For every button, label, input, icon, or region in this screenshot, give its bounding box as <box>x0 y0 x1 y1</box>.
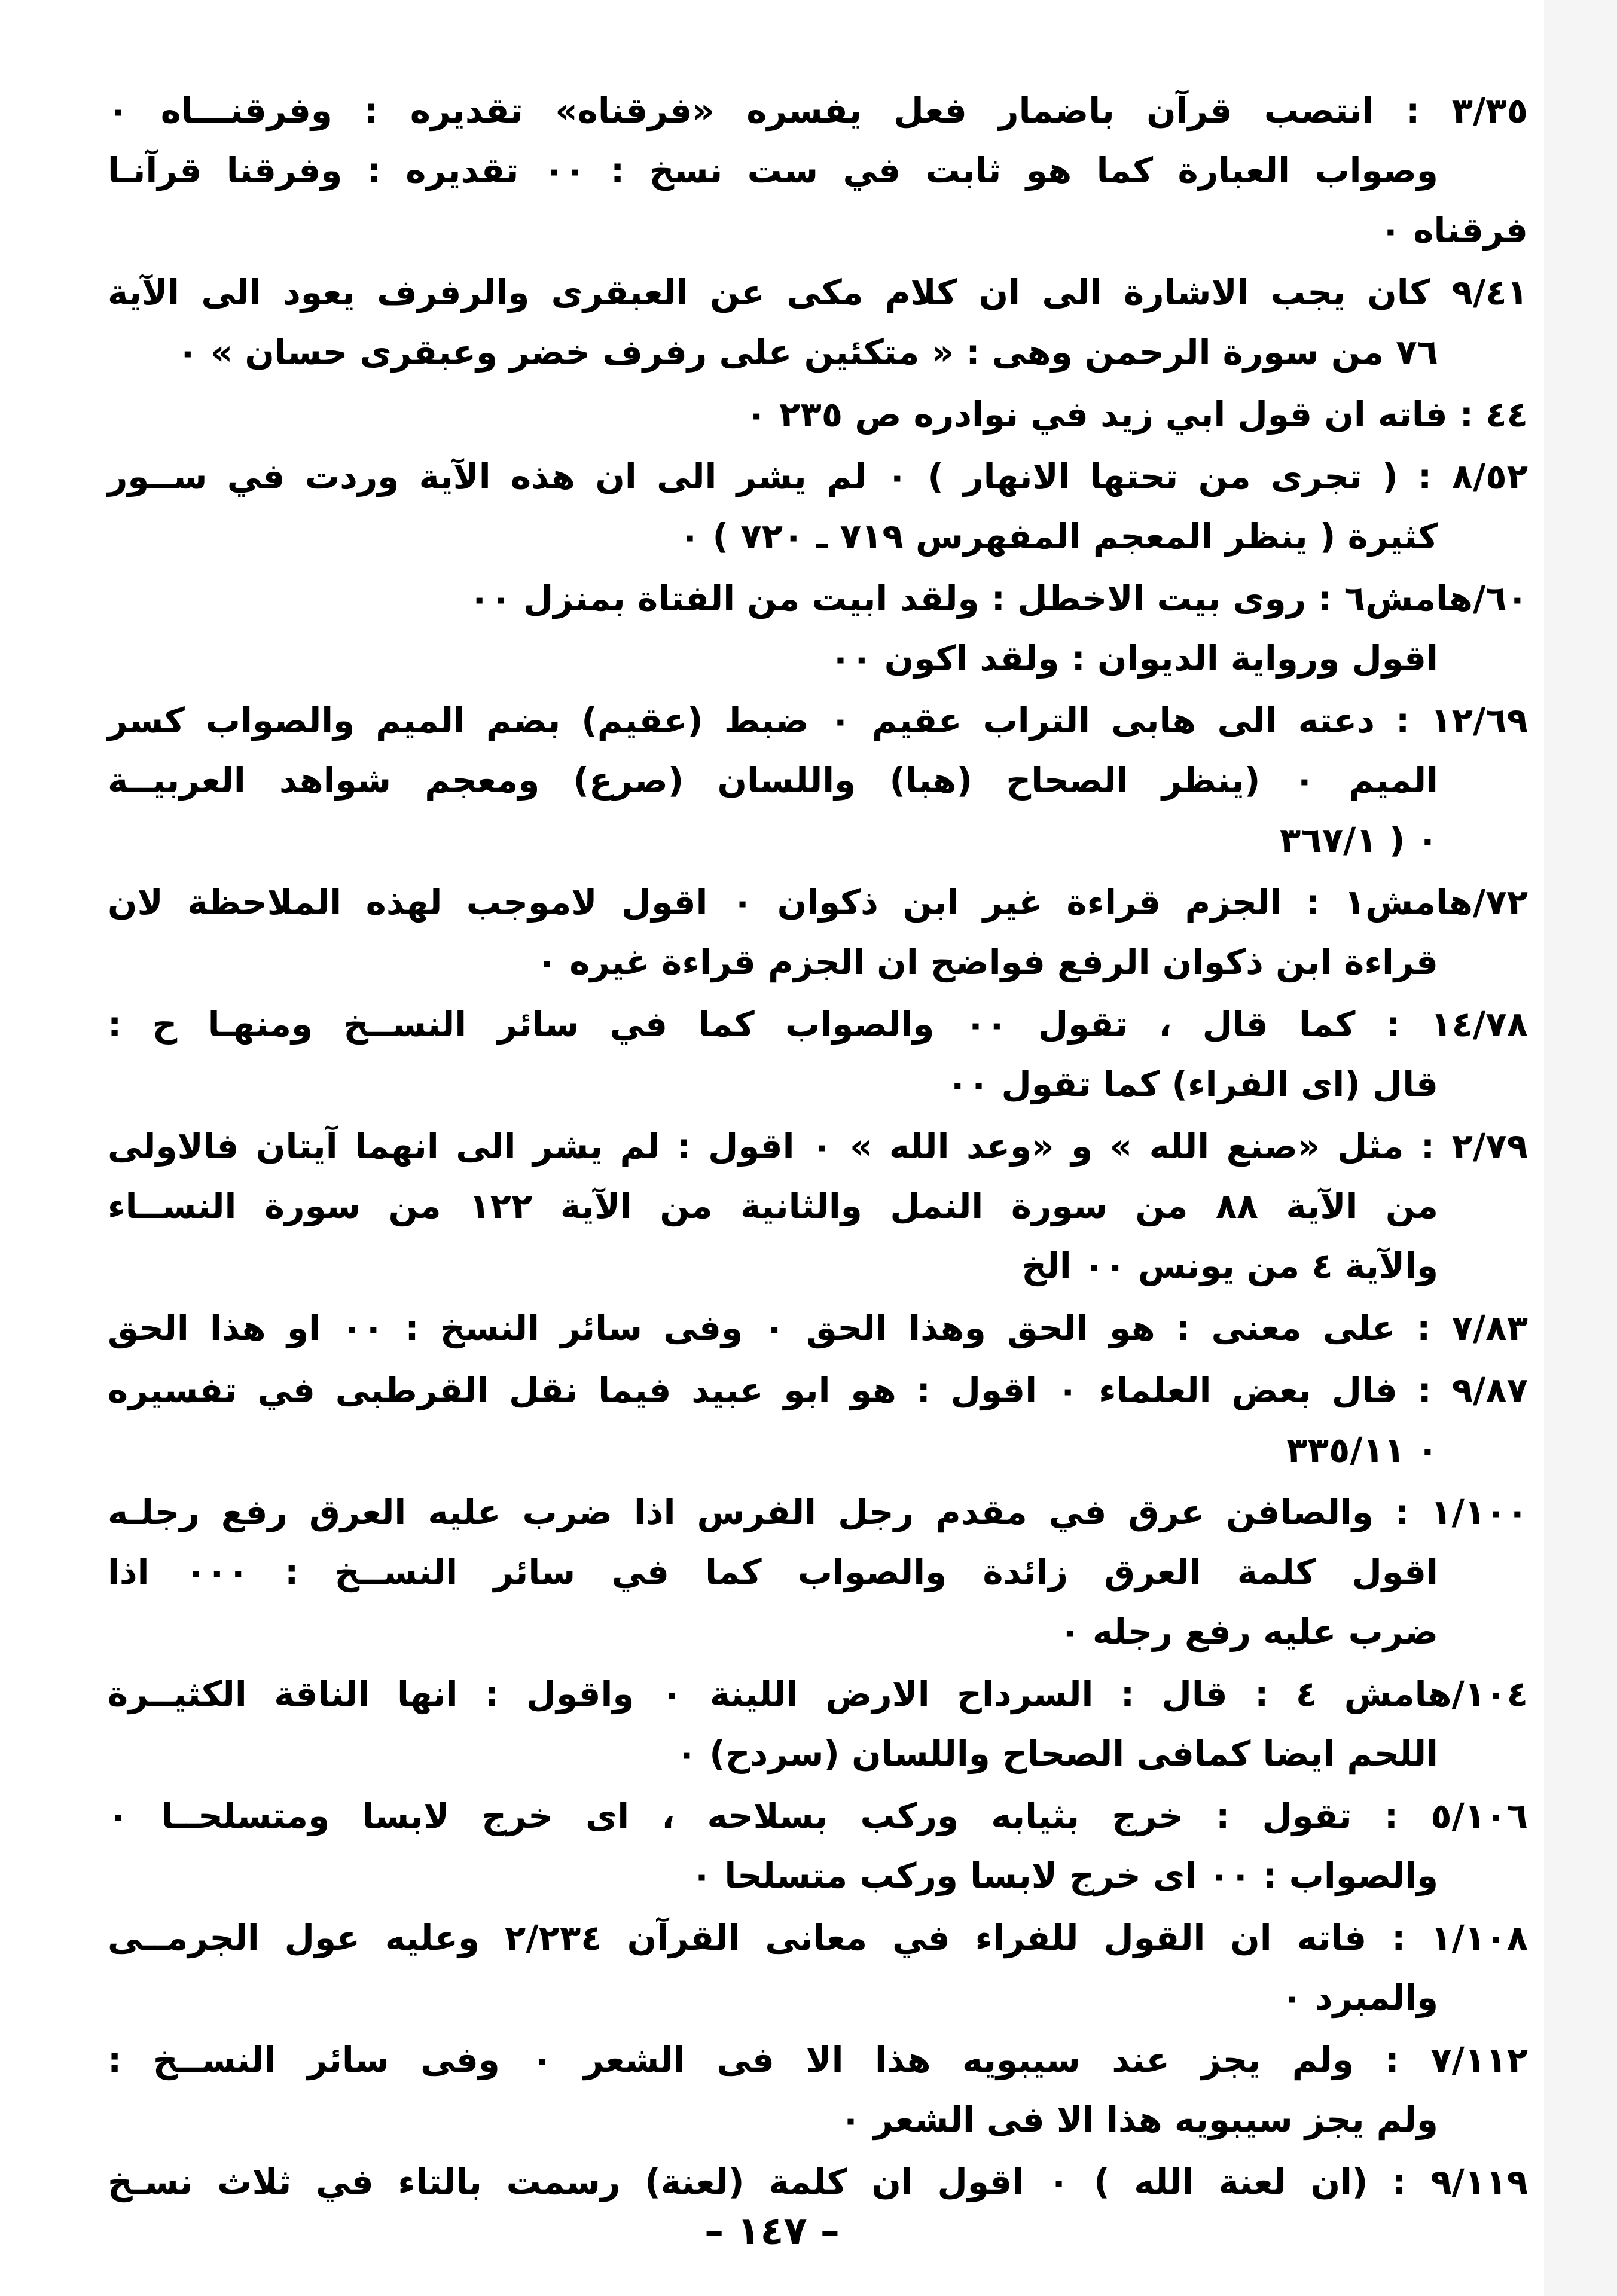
entry-continuation-line: ٠ ( ٣٦٧/١ <box>1279 820 1438 860</box>
note-entry <box>108 1908 1528 2028</box>
entry-continuation-line: ٠ ٣٣٥/١١ <box>1286 1430 1438 1470</box>
entry-continuation-line: ضرب عليه رفع رجله ٠ <box>1059 1611 1438 1652</box>
entry-continuation-line: كثيرة ( ينظر المعجم المفهرس ٧١٩ ـ ٧٢٠ ) ٠ <box>679 516 1438 557</box>
entry-continuation-line: والصواب : ٠٠ اى خرج لابسا وركب متسلحا ٠ <box>691 1855 1438 1896</box>
entry-line: ١٤/٧٨ : كما قال ، تقول ٠٠ والصواب كما في سائر النســخ ومنهـا ح : <box>108 1004 1528 1045</box>
note-entry <box>108 262 1528 382</box>
entry-continuation-line: فرقناه ٠ <box>1380 210 1528 251</box>
note-entry <box>108 1360 1528 1480</box>
note-entry <box>108 447 1528 566</box>
entry-line: ٩/٤١ كان يجب الاشارة الى ان كلام مكى عن العبقرى والرفرف يعود الى الآية <box>108 272 1528 313</box>
entry-continuation-line: والآية ٤ من يونس ٠٠ الخ <box>1021 1245 1438 1286</box>
entry-continuation-line: اقول كلمة العرق زائدة والصواب كما في سائر النســخ : ٠٠٠ اذا <box>108 1552 1439 1592</box>
entry-line: ٩/٨٧ : فال بعض العلماء ٠ اقول : هو ابو عبيد فيما نقل القرطبى في تفسيره <box>108 1370 1528 1410</box>
entry-line: ٢/٧٩ : مثل «صنع الله » و «وعد الله » ٠ اقول : لم يشر الى انهما آيتان فالاولى <box>108 1126 1528 1167</box>
entry-continuation-line: اللحم ايضا كمافى الصحاح واللسان (سردح) ٠ <box>676 1733 1438 1774</box>
note-entry <box>108 872 1528 992</box>
entry-continuation-line: قال (اى الفراء) كما تقول ٠٠ <box>947 1064 1438 1104</box>
note-entry <box>108 994 1528 1114</box>
note-entry <box>108 81 1528 260</box>
right-margin-strip <box>1544 0 1617 2296</box>
note-entry <box>108 1482 1528 1662</box>
entry-continuation-line: الميم ٠ (ينظر الصحاح (هبا) واللسان (صرع) ومعجم شواهد العربيــة <box>108 760 1439 801</box>
entry-line: ٨/٥٢ : ( تجرى من تحتها الانهار ) ٠ لم يشر الى ان هذه الآية وردت في ســور <box>108 456 1528 497</box>
entry-line: ١٠٤/هامش ٤ : قال : السرداح الارض اللينة ٠ واقول : انها الناقة الكثيــرة <box>108 1674 1528 1714</box>
note-entry <box>108 1786 1528 1906</box>
page-number: – ١٤٧ – <box>704 2209 840 2254</box>
note-entry <box>108 2152 1528 2212</box>
entry-line: ٧٢/هامش١ : الجزم قراءة غير ابن ذكوان ٠ اقول لاموجب لهذه الملاحظة لان <box>108 882 1528 923</box>
note-entry <box>108 384 1528 444</box>
entry-line: ٩/١١٩ : (ان لعنة الله ) ٠ اقول ان كلمة (لعنة) رسمت بالتاء في ثلاث نسـخ <box>108 2161 1528 2202</box>
entry-continuation-line: قراءة ابن ذكوان الرفع فواضح ان الجزم قراءة غيره ٠ <box>536 942 1438 982</box>
entry-line: ٧/٨٣ : على معنى : هو الحق وهذا الحق ٠ وفى سائر النسخ : ٠٠ او هذا الحق <box>108 1308 1528 1348</box>
entry-continuation-line: من الآية ٨٨ من سورة النمل والثانية من الآية ١٢٢ من سورة النســاء <box>108 1186 1438 1226</box>
note-entry <box>108 691 1528 870</box>
entry-continuation-line: ٧٦ من سورة الرحمن وهى : « متكئين على رفرف خضر وعبقرى حسان » ٠ <box>177 332 1438 373</box>
note-entry <box>108 1664 1528 1784</box>
entry-continuation-line: ولم يجز سيبويه هذا الا فى الشعر ٠ <box>840 2099 1438 2140</box>
entry-line: ٦٠/هامش٦ : روى بيت الاخطل : ولقد ابيت من الفتاة بمنزل ٠٠ <box>469 578 1528 619</box>
entry-continuation-line: والمبرد ٠ <box>1282 1977 1438 2018</box>
note-entry <box>108 1116 1528 1296</box>
entry-line: ١٢/٦٩ : دعته الى هابى التراب عقيم ٠ ضبط (عقيم) بضم الميم والصواب كسر <box>108 700 1528 741</box>
entry-line: ٧/١١٢ : ولم يجز عند سيبويه هذا الا فى الشعر ٠ وفى سائر النســخ : <box>108 2039 1528 2080</box>
entry-continuation-line: وصواب العبارة كما هو ثابت في ست نسخ : ٠٠ تقديره : وفرقنا قرآنـا <box>108 150 1438 191</box>
page-body <box>108 81 1528 2214</box>
entry-line: ٤٤ : فاته ان قول ابي زيد في نوادره ص ٢٣٥ ٠ <box>746 394 1528 435</box>
entry-line: ١/١٠٠ : والصافن عرق في مقدم رجل الفرس اذا ضرب عليه العرق رفع رجلـه <box>108 1492 1528 1532</box>
note-entry <box>108 2030 1528 2150</box>
note-entry <box>108 1298 1528 1358</box>
entry-line: ٥/١٠٦ : تقول : خرج بثيابه وركب بسلاحه ، اى خرج لابسا ومتسلحــا ٠ <box>108 1796 1528 1836</box>
entry-line: ١/١٠٨ : فاته ان القول للفراء في معانى القرآن ٢/٢٣٤ وعليه عول الجرمــى <box>108 1918 1528 1958</box>
note-entry <box>108 569 1528 688</box>
entry-continuation-line: اقول ورواية الديوان : ولقد اكون ٠٠ <box>829 638 1438 679</box>
entry-line: ٣/٣٥ : انتصب قرآن باضمار فعل يفسره «فرقناه» تقديره : وفرقنـــاه ٠ <box>108 90 1528 131</box>
